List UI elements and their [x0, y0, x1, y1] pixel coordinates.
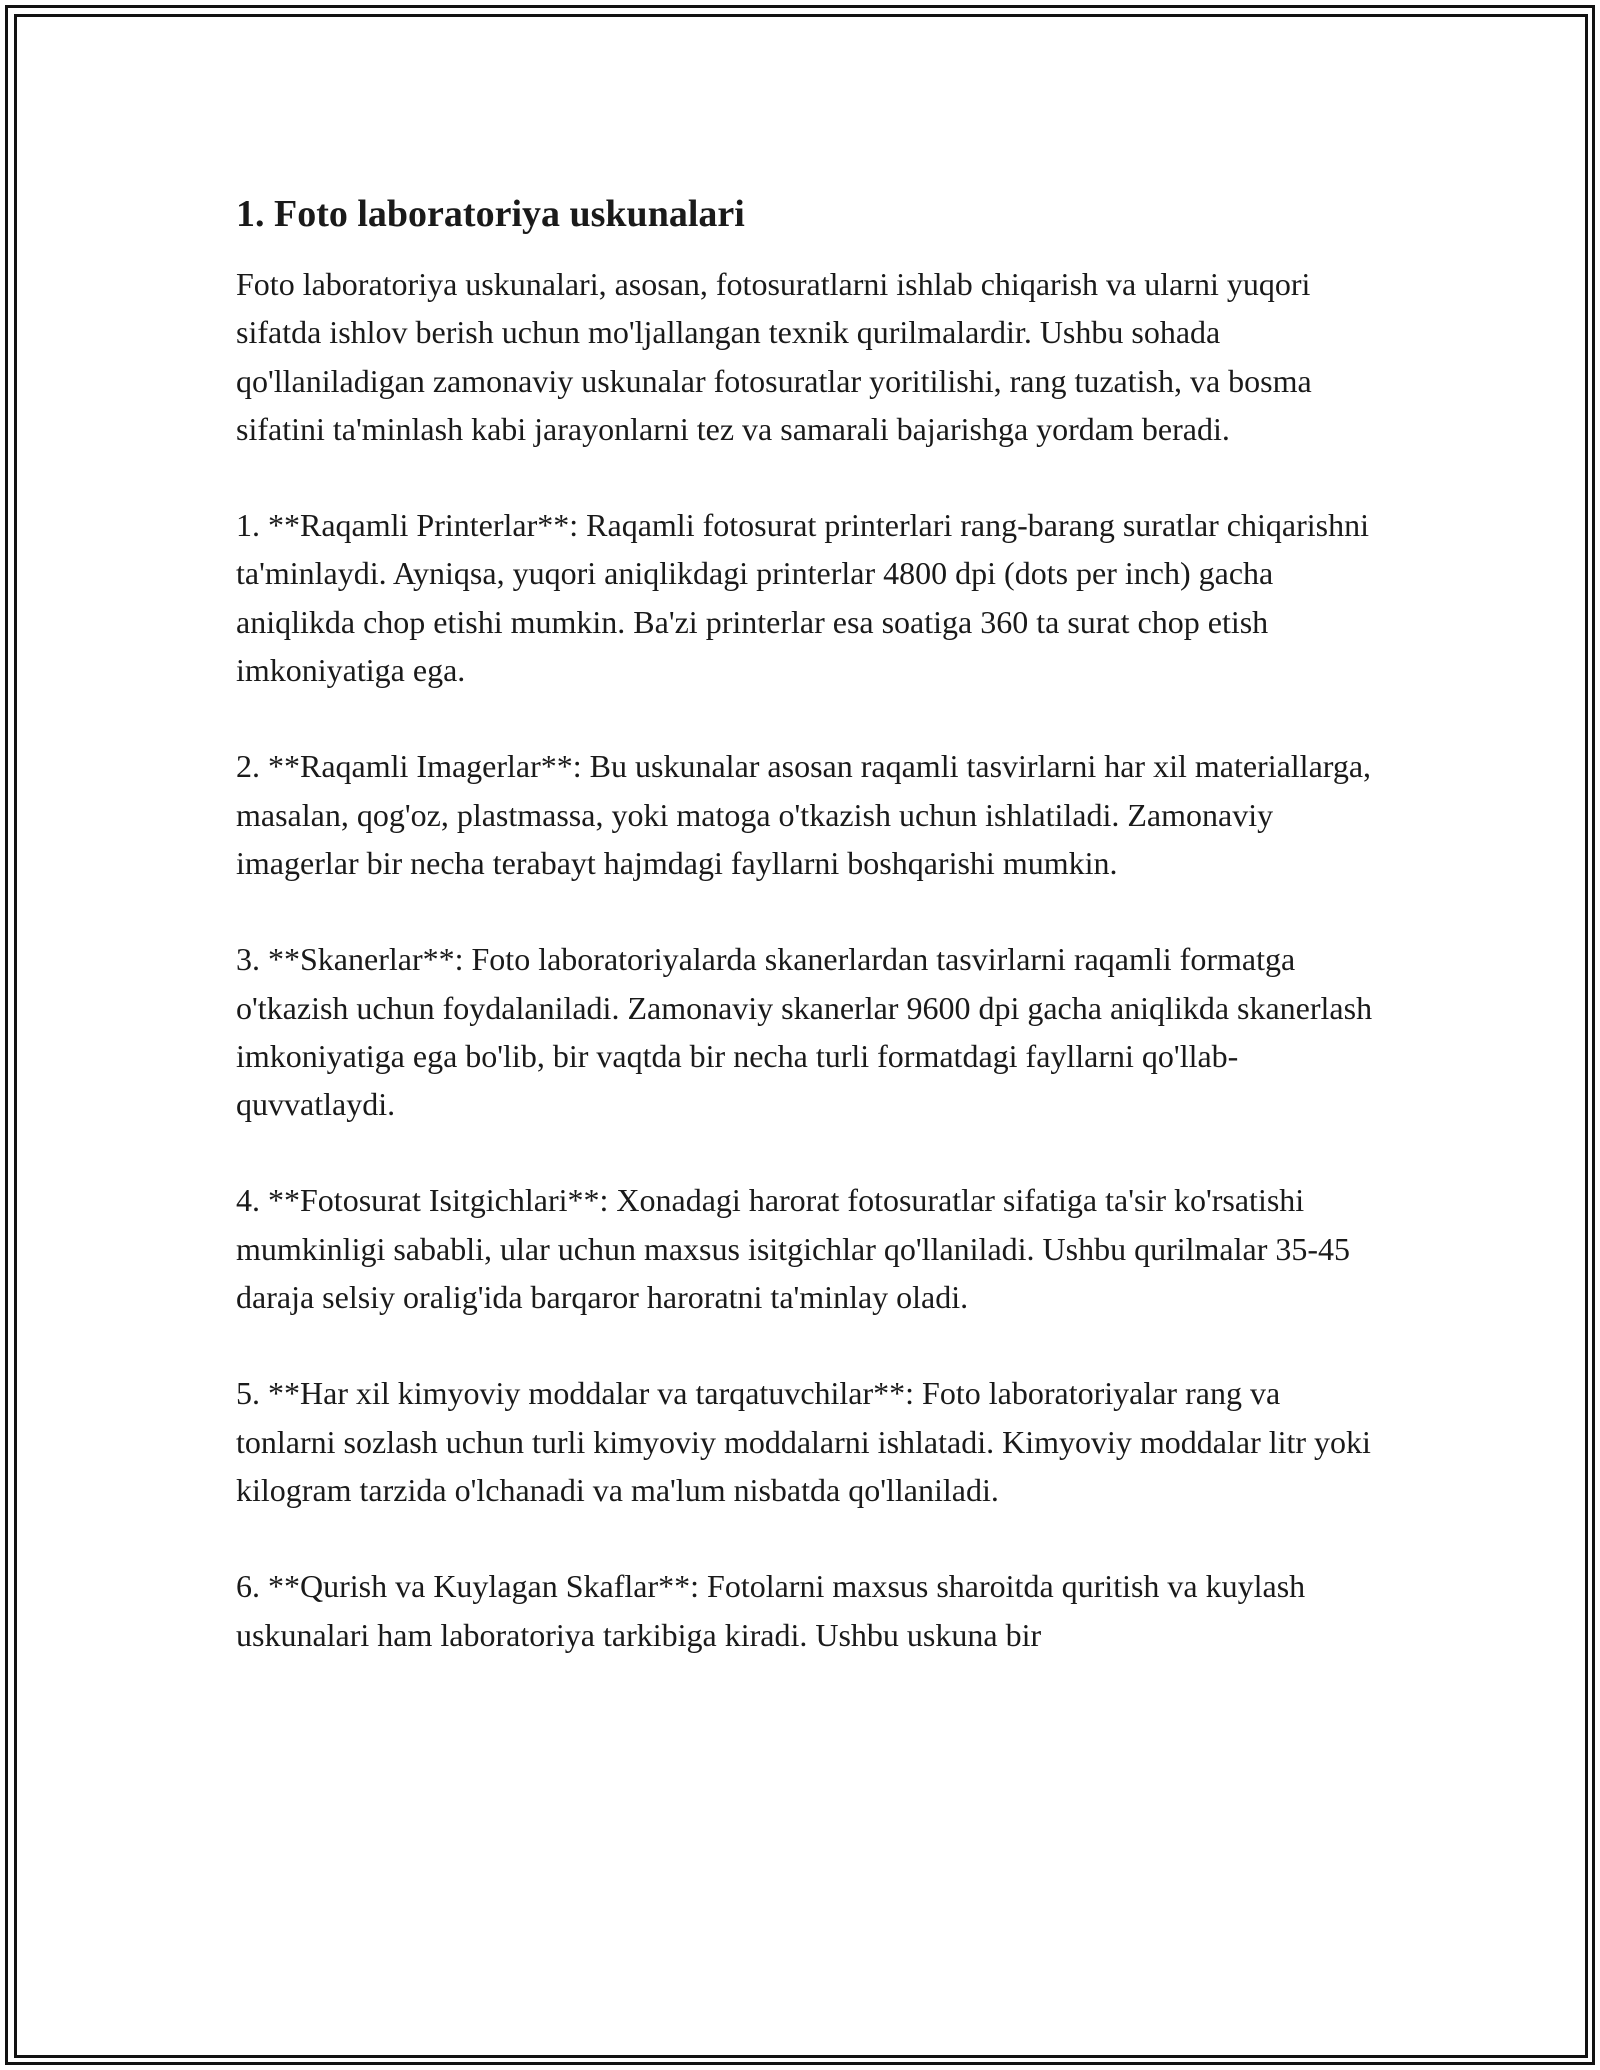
- paragraph-skanerlar: 3. **Skanerlar**: Foto laboratoriyalarda skanerlardan tasvirlarni raqamli formatga o'tkazish uchun foydalaniladi. Zamonaviy skanerlar 9600 dpi gacha aniqlikda skanerlash imkoniyatiga ega bo'lib, bir vaqtda bir necha turli formatdagi fayllarni qo'llab-quvvatlaydi.: [236, 941, 1373, 1123]
- paragraph-qurish-skaflar: 6. **Qurish va Kuylagan Skaflar**: Fotolarni maxsus sharoitda quritish va kuylash uskunalari ham laboratoriya tarkibiga kiradi. Ushbu uskuna bir: [236, 1568, 1306, 1653]
- document-body: [236, 188, 1376, 1707]
- paragraph-fotosurat-isitgichlari: 4. **Fotosurat Isitgichlari**: Xonadagi harorat fotosuratlar sifatiga ta'sir ko'rsatishi mumkinligi sababli, ular uchun maxsus isitgichlar qo'llaniladi. Ushbu qurilmalar 35-45 daraja selsiy oralig'ida barqaror haroratni ta'minlay oladi.: [236, 1182, 1351, 1316]
- paragraph-kimyoviy-moddalar: 5. **Har xil kimyoviy moddalar va tarqatuvchilar**: Foto laboratoriyalar rang va tonlarni sozlash uchun turli kimyoviy moddalarni ishlatadi. Kimyoviy moddalar litr yoki kilogram tarzida o'lchanadi va ma'lum nisbatda qo'llaniladi.: [236, 1375, 1371, 1508]
- intro-paragraph: Foto laboratoriya uskunalari, asosan, fotosuratlarni ishlab chiqarish va ularni yuqori sifatda ishlov berish uchun mo'ljallangan texnik qurilmalardir. Ushbu sohada qo'llaniladigan zamonaviy uskunalar fotosuratlar yoritilishi, rang tuzatish, va bosma sifatini ta'minlash kabi jarayonlarni tez va samarali bajarishga yordam beradi.: [236, 266, 1312, 447]
- paragraph-raqamli-imagerlar: 2. **Raqamli Imagerlar**: Bu uskunalar asosan raqamli tasvirlarni har xil materiallarga, masalan, qog'oz, plastmassa, yoki matoga o'tkazish uchun ishlatiladi. Zamonaviy imagerlar bir necha terabayt hajmdagi fayllarni boshqarishi mumkin.: [236, 748, 1372, 881]
- paragraph-raqamli-printerlar: 1. **Raqamli Printerlar**: Raqamli fotosurat printerlari rang-barang suratlar chiqarishni ta'minlaydi. Ayniqsa, yuqori aniqlikdagi printerlar 4800 dpi (dots per inch) gacha aniqlikda chop etishi mumkin. Ba'zi printerlar esa soatiga 360 ta surat chop etish imkoniyatiga ega.: [236, 507, 1369, 689]
- section-heading: 1. Foto laboratoriya uskunalari: [236, 193, 745, 235]
